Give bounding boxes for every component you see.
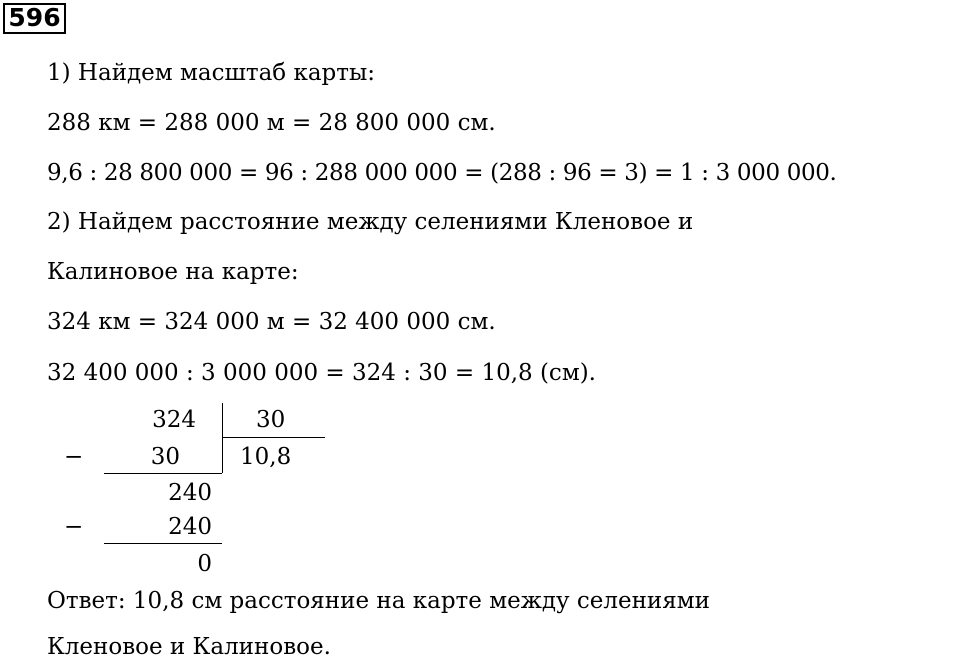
answer-line-1: Ответ: 10,8 см расстояние на карте между селениями (47, 588, 710, 614)
km-to-cm-conversion-1: 288 км = 288 000 м = 28 800 000 см. (47, 110, 496, 136)
subtrahend-1: 30 (150, 444, 180, 470)
km-to-cm-conversion-2: 324 км = 324 000 м = 32 400 000 см. (47, 309, 496, 335)
subtraction-line-2 (104, 543, 222, 544)
step-2-heading-continued: Калиновое на карте: (47, 259, 299, 285)
subtraction-line-1 (104, 473, 222, 474)
answer-line-2: Кленовое и Калиновое. (47, 634, 331, 660)
step-2-heading: 2) Найдем расстояние между селениями Кленовое и (47, 209, 694, 235)
dividend: 324 (152, 407, 196, 433)
final-remainder: 0 (197, 551, 212, 577)
step-1-heading: 1) Найдем масштаб карты: (47, 60, 376, 86)
remainder-1: 240 (168, 480, 212, 506)
scale-calculation: 9,6 : 28 800 000 = 96 : 288 000 000 = (288 : 96 = 3) = 1 : 3 000 000. (47, 160, 837, 186)
division-bracket-horizontal (222, 437, 325, 438)
quotient: 10,8 (240, 444, 292, 470)
distance-calculation: 32 400 000 : 3 000 000 = 324 : 30 = 10,8 (см). (47, 360, 596, 386)
divisor: 30 (256, 407, 286, 433)
minus-sign-2: − (64, 514, 84, 540)
minus-sign-1: − (64, 444, 84, 470)
subtrahend-2: 240 (168, 514, 212, 540)
problem-number-box: 596 (3, 3, 66, 34)
division-bracket-vertical (222, 403, 223, 473)
